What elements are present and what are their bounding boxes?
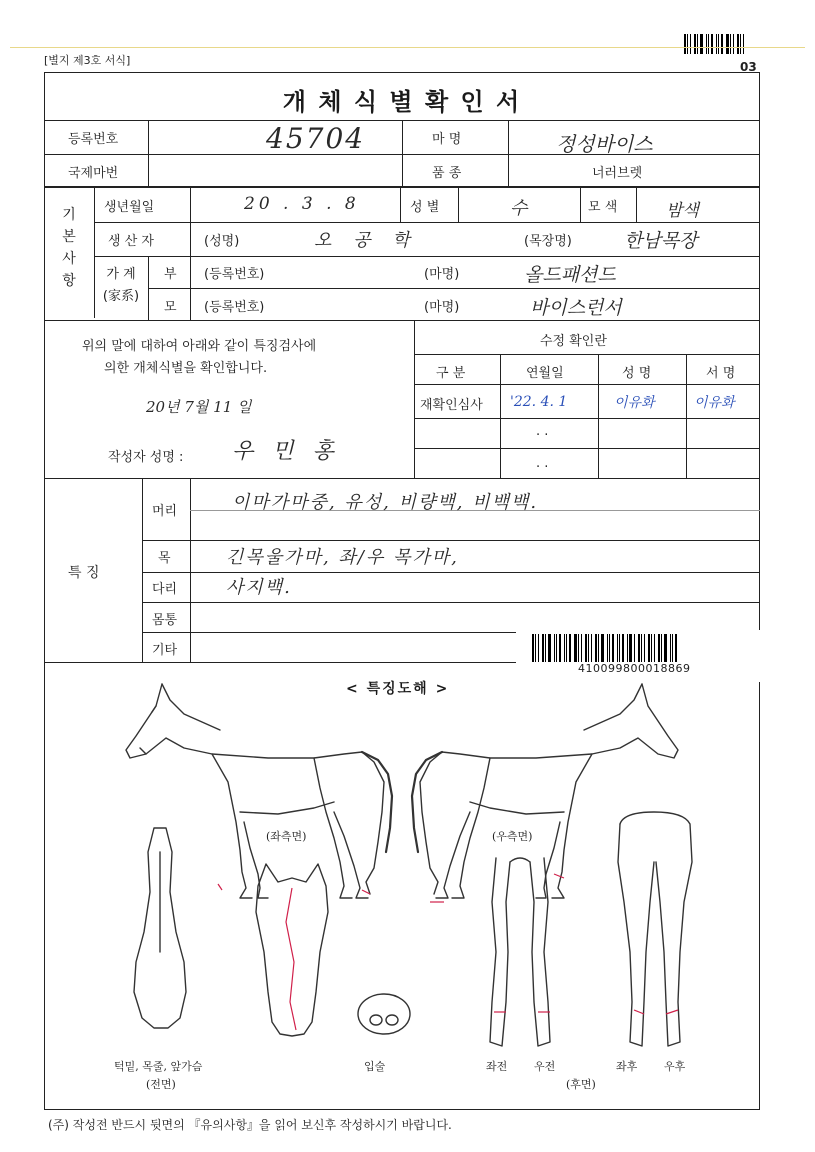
lips-caption: 입술 (364, 1060, 386, 1073)
author-label: 작성자 성명 : (108, 450, 184, 465)
intl-no-label: 국제마번 (68, 166, 119, 181)
revision-row2-date: . . (536, 424, 549, 439)
producer-name-label: (성명) (204, 234, 240, 249)
legs-value: 사지백. (226, 577, 292, 598)
muzzle-view (358, 994, 410, 1034)
hind-left-caption: 좌후 (616, 1060, 638, 1073)
dam-name-label: (마명) (424, 300, 460, 315)
forelegs-view (490, 858, 550, 1046)
statement-line-2: 의한 개체식별을 확인합니다. (104, 361, 268, 376)
feature-barcode (532, 634, 728, 662)
dam-name-value: 바이스런서 (530, 297, 622, 319)
producer-name-value: 오 공 학 (314, 230, 418, 251)
dam-label: 모 (164, 300, 177, 315)
left-side-caption: (좌측면) (266, 830, 307, 843)
etc-label: 기타 (152, 643, 178, 658)
farm-label: (목장명) (524, 234, 572, 249)
producer-label: 생 산 자 (108, 234, 154, 249)
diagram-title: < 특징도해 > (346, 681, 450, 697)
fore-right-caption: 우전 (534, 1060, 556, 1073)
revision-col-type: 구 분 (436, 366, 466, 381)
dam-reg-label: (등록번호) (204, 300, 265, 315)
basic-info-section-label: 기 본 사 항 (62, 207, 76, 289)
sire-name-value: 올드패션드 (524, 264, 616, 286)
rear-label: (후면) (566, 1078, 596, 1091)
sire-label: 부 (164, 267, 177, 282)
horse-name-value: 정성바이스 (556, 132, 653, 156)
barcode-number: 410099800018869 (578, 662, 691, 675)
footer-note: (주) 작성전 반드시 뒷면의 『유의사항』을 읽어 보신후 작성하시기 바랍니다. (48, 1118, 452, 1132)
front-caption: 턱밑, 목줄, 앞가슴 (114, 1060, 203, 1073)
reg-no-label: 등록번호 (68, 132, 119, 147)
front-label: (전면) (146, 1078, 176, 1091)
right-side-caption: (우측면) (492, 830, 533, 843)
breed-label: 품 종 (432, 166, 462, 181)
front-view-horse (134, 828, 186, 1028)
revision-col-date: 연월일 (526, 366, 564, 381)
left-side-horse (126, 684, 392, 898)
header-rule (10, 47, 805, 48)
farm-value: 한남목장 (624, 230, 698, 252)
neck-label: 목 (158, 551, 171, 566)
reg-no-value: 45704 (266, 122, 366, 155)
color-label: 모 색 (588, 200, 618, 215)
features-section-label: 특 징 (68, 565, 100, 581)
legs-label: 다리 (152, 582, 178, 597)
hind-legs-view (618, 812, 692, 1046)
head-label: 머리 (152, 504, 178, 519)
revision-row3-date: . . (536, 456, 549, 471)
head-value: 이마가마중, 유성, 비량백, 비백백. (232, 492, 539, 513)
revision-col-sign: 서 명 (706, 366, 736, 381)
revision-title: 수정 확인란 (540, 334, 607, 349)
revision-row1-name: 이유화 (614, 395, 655, 411)
horse-diagram (44, 662, 760, 1110)
fore-left-caption: 좌전 (486, 1060, 508, 1073)
birth-label: 생년월일 (104, 200, 155, 215)
revision-col-name: 성 명 (622, 366, 652, 381)
sire-reg-label: (등록번호) (204, 267, 265, 282)
top-barcode (684, 34, 758, 54)
form-title: 개 체 식 별 확 인 서 (282, 88, 522, 116)
birth-value: 20 . 3 . 8 (244, 194, 360, 214)
lineage-label: 가 계 (家系) (102, 267, 140, 304)
page-code: 03 (740, 60, 757, 74)
confirmation-date: 20년 7월 11 일 (146, 398, 252, 416)
sire-name-label: (마명) (424, 267, 460, 282)
form-number: [별지 제3호 서식] (44, 54, 131, 67)
sex-value: 수 (510, 198, 528, 219)
neck-value: 긴목울가마, 좌/우 목가마, (226, 547, 459, 568)
statement-line-1: 위의 말에 대하여 아래와 같이 특징검사에 (82, 339, 317, 354)
breed-value: 너러브렛 (592, 166, 643, 181)
revision-row1-sign: 이유화 (694, 395, 735, 411)
body-label: 몸통 (152, 613, 178, 628)
color-value: 밤색 (666, 201, 699, 221)
hind-right-caption: 우후 (664, 1060, 686, 1073)
author-signature: 우 민 홍 (232, 439, 340, 464)
sex-label: 성 별 (410, 200, 440, 215)
revision-row1-date: '22. 4. 1 (510, 394, 568, 410)
horse-name-label: 마 명 (432, 132, 462, 147)
revision-row1-type: 재확인심사 (420, 398, 483, 413)
